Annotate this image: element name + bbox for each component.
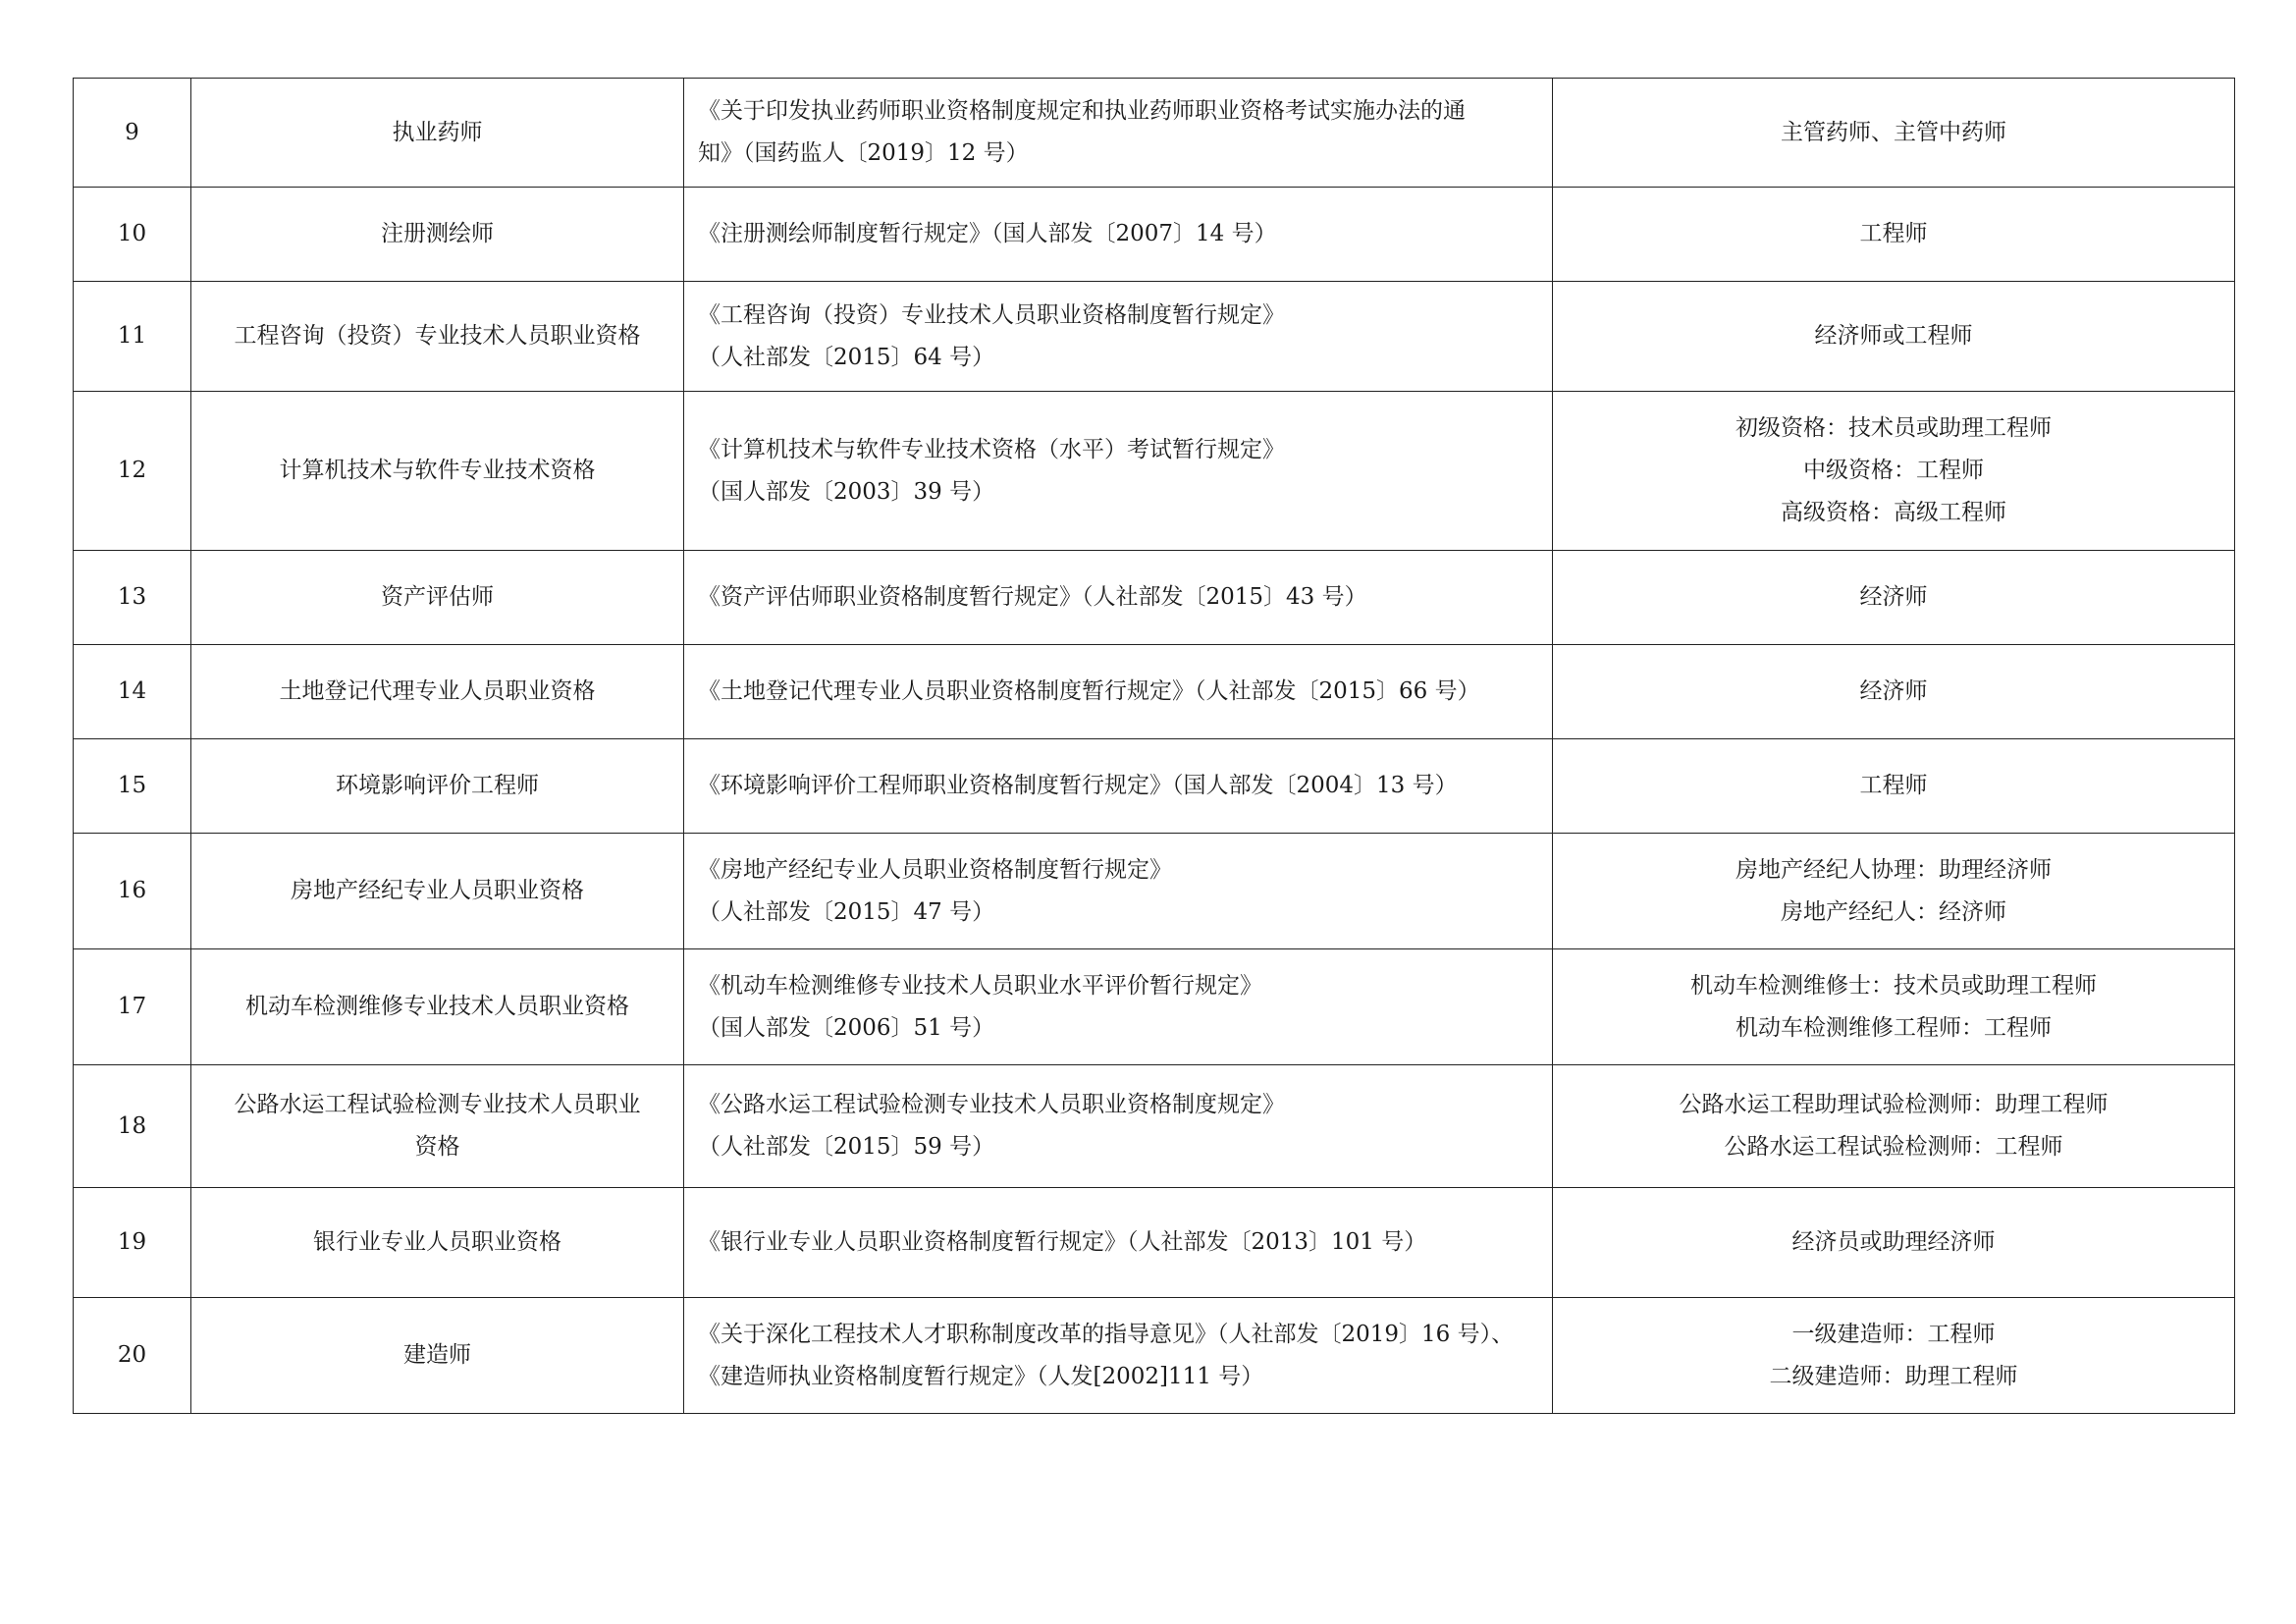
cell-qualification-name [191, 188, 684, 282]
table-row [74, 1065, 2235, 1188]
equivalent-title-line: 经济员或助理经济师 [1791, 1229, 1996, 1255]
qualification-name-line: 银行业专业人员职业资格 [313, 1229, 561, 1255]
row-number: 16 [117, 878, 147, 903]
qualification-table [73, 78, 2235, 1414]
table-row [74, 1188, 2235, 1298]
equivalent-title-line: 经济师或工程师 [1814, 323, 1973, 349]
regulation-document-line: 《计算机技术与软件专业技术资格（水平）考试暂行规定》 [698, 436, 1285, 462]
cell-qualification-name [191, 79, 684, 188]
equivalent-title-line: 主管药师、主管中药师 [1781, 119, 2006, 145]
row-number: 15 [117, 773, 147, 798]
qualification-name-line: 注册测绘师 [381, 221, 494, 246]
cell-equivalent-title [1553, 1065, 2235, 1188]
row-number: 10 [117, 221, 147, 246]
regulation-document-line: 《环境影响评价工程师职业资格制度暂行规定》（国人部发〔2004〕13 号） [698, 773, 1458, 798]
cell-number [74, 1065, 191, 1188]
table-row [74, 282, 2235, 392]
cell-regulation-document [684, 551, 1553, 645]
cell-qualification-name [191, 551, 684, 645]
regulation-document-line: （人社部发〔2015〕64 号） [698, 344, 995, 370]
equivalent-title-line: 机动车检测维修士：技术员或助理工程师 [1690, 972, 2097, 999]
cell-number [74, 282, 191, 392]
cell-equivalent-title [1553, 739, 2235, 834]
equivalent-title-line: 公路水运工程试验检测师：工程师 [1724, 1134, 2063, 1160]
row-number: 12 [117, 458, 147, 483]
table-row [74, 551, 2235, 645]
table-row [74, 1298, 2235, 1414]
cell-number [74, 79, 191, 188]
equivalent-title-line: 中级资格：工程师 [1803, 458, 1984, 483]
cell-equivalent-title [1553, 1188, 2235, 1298]
regulation-document-line: 《关于印发执业药师职业资格制度规定和执业药师职业资格考试实施办法的通 [698, 98, 1466, 124]
regulation-document-line: 《工程咨询（投资）专业技术人员职业资格制度暂行规定》 [698, 301, 1285, 328]
row-number: 19 [117, 1229, 147, 1255]
equivalent-title-line: 房地产经纪人：经济师 [1781, 898, 2006, 925]
equivalent-title-line: 工程师 [1859, 221, 1928, 246]
cell-qualification-name [191, 1298, 684, 1414]
cell-regulation-document [684, 282, 1553, 392]
cell-qualification-name [191, 1188, 684, 1298]
regulation-document-line: （国人部发〔2003〕39 号） [698, 478, 995, 505]
cell-equivalent-title [1553, 1298, 2235, 1414]
qualification-name-line: 执业药师 [392, 119, 483, 145]
qualification-name-line: 工程咨询（投资）专业技术人员职业资格 [234, 323, 641, 349]
cell-number [74, 739, 191, 834]
table-row [74, 834, 2235, 949]
regulation-document-line: 《资产评估师职业资格制度暂行规定》（人社部发〔2015〕43 号） [698, 584, 1367, 610]
equivalent-title-line: 经济师 [1859, 584, 1928, 610]
regulation-document-line: 《注册测绘师制度暂行规定》（国人部发〔2007〕14 号） [698, 221, 1277, 246]
cell-equivalent-title [1553, 551, 2235, 645]
cell-regulation-document [684, 79, 1553, 188]
cell-regulation-document [684, 1188, 1553, 1298]
table-row [74, 188, 2235, 282]
equivalent-title-line: 房地产经纪人协理：助理经济师 [1735, 856, 2052, 883]
equivalent-title-line: 公路水运工程助理试验检测师：助理工程师 [1679, 1092, 2109, 1117]
cell-regulation-document [684, 739, 1553, 834]
cell-equivalent-title [1553, 949, 2235, 1065]
cell-regulation-document [684, 392, 1553, 551]
table-row [74, 739, 2235, 834]
regulation-document-line: （国人部发〔2006〕51 号） [698, 1014, 995, 1041]
cell-number [74, 551, 191, 645]
table-row [74, 645, 2235, 739]
regulation-document-line: 《关于深化工程技术人才职称制度改革的指导意见》（人社部发〔2019〕16 号）、 [698, 1321, 1515, 1347]
qualification-name-line: 计算机技术与软件专业技术资格 [279, 458, 596, 483]
equivalent-title-line: 机动车检测维修工程师：工程师 [1735, 1014, 2052, 1041]
cell-number [74, 645, 191, 739]
row-number: 9 [125, 119, 139, 145]
table-row [74, 79, 2235, 188]
cell-equivalent-title [1553, 834, 2235, 949]
regulation-document-line: 《公路水运工程试验检测专业技术人员职业资格制度规定》 [698, 1092, 1285, 1117]
cell-number [74, 392, 191, 551]
cell-equivalent-title [1553, 188, 2235, 282]
cell-qualification-name [191, 949, 684, 1065]
table-row [74, 949, 2235, 1065]
cell-number [74, 949, 191, 1065]
cell-equivalent-title [1553, 282, 2235, 392]
cell-equivalent-title [1553, 645, 2235, 739]
qualification-name-line: 资产评估师 [381, 584, 494, 610]
equivalent-title-line: 初级资格：技术员或助理工程师 [1735, 415, 2052, 441]
cell-number [74, 834, 191, 949]
equivalent-title-line: 二级建造师：助理工程师 [1769, 1363, 2018, 1389]
cell-qualification-name [191, 392, 684, 551]
cell-equivalent-title [1553, 392, 2235, 551]
cell-regulation-document [684, 1065, 1553, 1188]
qualification-name-line: 机动车检测维修专业技术人员职业资格 [245, 994, 629, 1019]
cell-regulation-document [684, 645, 1553, 739]
table-body [74, 79, 2235, 1414]
regulation-document-line: 《建造师执业资格制度暂行规定》（人发[2002]111 号） [698, 1363, 1264, 1389]
cell-number [74, 1188, 191, 1298]
cell-qualification-name [191, 1065, 684, 1188]
cell-qualification-name [191, 282, 684, 392]
cell-equivalent-title [1553, 79, 2235, 188]
table-row [74, 392, 2235, 551]
row-number: 20 [117, 1342, 147, 1368]
regulation-document-line: 《土地登记代理专业人员职业资格制度暂行规定》（人社部发〔2015〕66 号） [698, 678, 1480, 704]
cell-qualification-name [191, 834, 684, 949]
cell-regulation-document [684, 949, 1553, 1065]
cell-number [74, 1298, 191, 1414]
cell-qualification-name [191, 645, 684, 739]
cell-qualification-name [191, 739, 684, 834]
cell-regulation-document [684, 1298, 1553, 1414]
row-number: 11 [117, 323, 147, 349]
regulation-document-line: 《银行业专业人员职业资格制度暂行规定》（人社部发〔2013〕101 号） [698, 1229, 1427, 1255]
row-number: 18 [117, 1112, 147, 1139]
regulation-document-line: 《房地产经纪专业人员职业资格制度暂行规定》 [698, 856, 1172, 883]
qualification-name-line: 环境影响评价工程师 [336, 773, 539, 798]
regulation-document-line: 知》（国药监人〔2019〕12 号） [698, 140, 1029, 166]
cell-number [74, 188, 191, 282]
equivalent-title-line: 高级资格：高级工程师 [1781, 500, 2006, 525]
equivalent-title-line: 工程师 [1859, 773, 1928, 798]
qualification-name-line: 土地登记代理专业人员职业资格 [279, 678, 596, 704]
equivalent-title-line: 一级建造师：工程师 [1791, 1321, 1996, 1347]
regulation-document-line: （人社部发〔2015〕59 号） [698, 1134, 995, 1160]
qualification-name-line: 房地产经纪专业人员职业资格 [291, 878, 584, 903]
row-number: 14 [117, 678, 147, 704]
regulation-document-line: （人社部发〔2015〕47 号） [698, 898, 995, 925]
qualification-name-line: 资格 [414, 1134, 460, 1160]
cell-regulation-document [684, 834, 1553, 949]
row-number: 17 [117, 994, 147, 1019]
cell-regulation-document [684, 188, 1553, 282]
qualification-name-line: 公路水运工程试验检测专业技术人员职业 [234, 1092, 641, 1117]
qualification-name-line: 建造师 [403, 1342, 471, 1368]
equivalent-title-line: 经济师 [1859, 678, 1928, 704]
regulation-document-line: 《机动车检测维修专业技术人员职业水平评价暂行规定》 [698, 972, 1262, 999]
row-number: 13 [117, 584, 147, 610]
